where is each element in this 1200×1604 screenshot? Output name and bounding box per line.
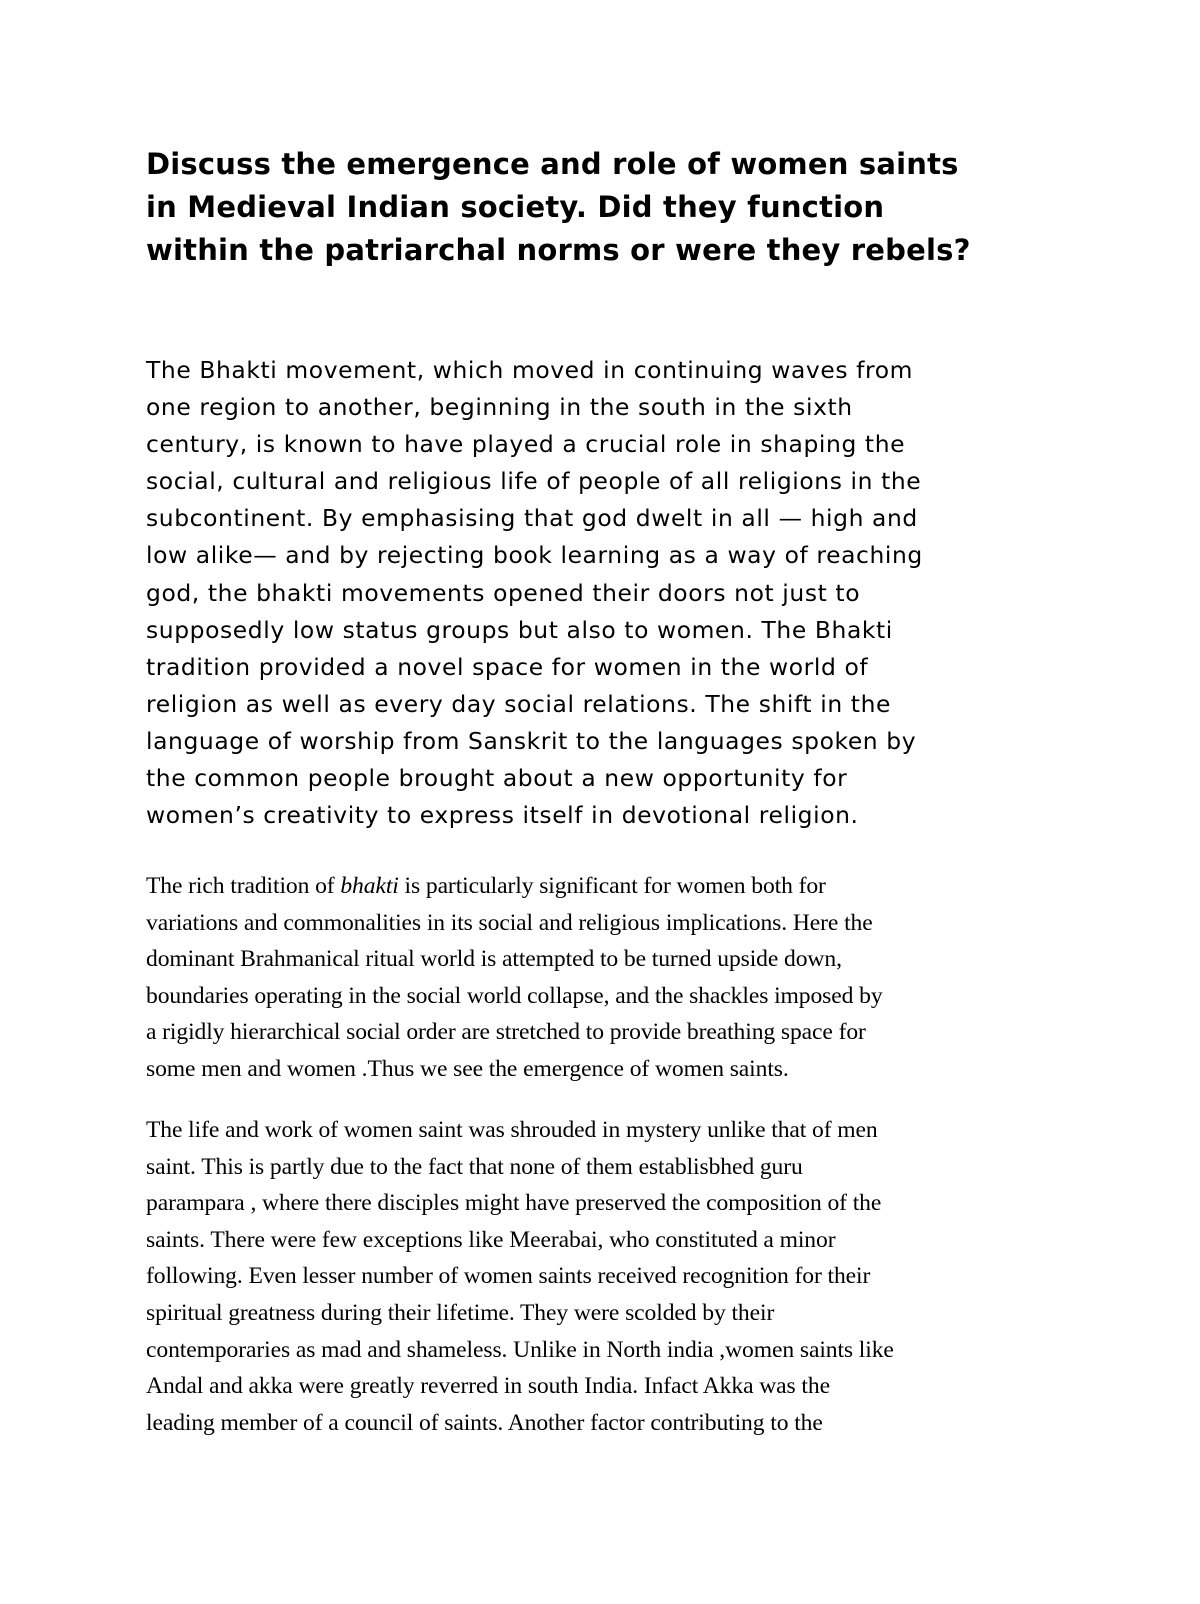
paragraph-line: low alike— and by rejecting book learning as a way of reaching bbox=[146, 541, 923, 570]
text-run: The rich tradition of bbox=[146, 873, 341, 899]
paragraph-line: god, the bhakti movements opened their doors not just to bbox=[146, 578, 861, 607]
paragraph-line: supposedly low status groups but also to women. The Bhakti bbox=[146, 615, 893, 644]
paragraph-line: social, cultural and religious life of people of all religions in the bbox=[146, 467, 922, 496]
paragraph-bhakti-movement bbox=[146, 352, 1036, 834]
paragraph-line: one region to another, beginning in the south in the sixth bbox=[146, 393, 853, 422]
paragraph-line: saint. This is partly due to the fact that none of them establisbhed guru bbox=[146, 1153, 803, 1180]
paragraph-line: The life and work of women saint was shrouded in mystery unlike that of men bbox=[146, 1117, 878, 1143]
paragraph-line: The Bhakti movement, which moved in continuing waves from bbox=[146, 356, 913, 384]
paragraph-line: a rigidly hierarchical social order are stretched to provide breathing space for bbox=[146, 1019, 866, 1046]
paragraph-line: the common people brought about a new opportunity for bbox=[146, 764, 848, 793]
paragraph-line bbox=[146, 868, 1046, 905]
document-title bbox=[146, 143, 1046, 272]
title-line: Discuss the emergence and role of women saints bbox=[146, 147, 959, 181]
paragraph-life-and-work bbox=[146, 1112, 1046, 1441]
paragraph-line: language of worship from Sanskrit to the languages spoken by bbox=[146, 726, 917, 755]
paragraph-line: dominant Brahmanical ritual world is attempted to be turned upside down, bbox=[146, 946, 842, 973]
paragraph-line: religion as well as every day social relations. The shift in the bbox=[146, 689, 891, 718]
paragraph-line: contemporaries as mad and shameless. Unlike in North india ,women saints like bbox=[146, 1336, 894, 1363]
paragraph-line: some men and women .Thus we see the emergence of women saints. bbox=[146, 1055, 789, 1082]
paragraph-line: spiritual greatness during their lifetime. They were scolded by their bbox=[146, 1299, 775, 1326]
paragraph-line: parampara , where there disciples might have preserved the composition of the bbox=[146, 1190, 882, 1217]
paragraph-line: saints. There were few exceptions like Meerabai, who constituted a minor bbox=[146, 1226, 836, 1253]
title-line: in Medieval Indian society. Did they function bbox=[146, 190, 885, 224]
paragraph-line: leading member of a council of saints. Another factor contributing to the bbox=[146, 1409, 823, 1436]
paragraph-line: variations and commonalities in its social and religious implications. Here the bbox=[146, 909, 873, 936]
paragraph-rich-tradition bbox=[146, 868, 1046, 1088]
text-run: is particularly significant for women both for bbox=[398, 873, 826, 899]
paragraph-line: Andal and akka were greatly reverred in south India. Infact Akka was the bbox=[146, 1373, 830, 1400]
paragraph-line: subcontinent. By emphasising that god dwelt in all — high and bbox=[146, 504, 918, 533]
paragraph-line: boundaries operating in the social world collapse, and the shackles imposed by bbox=[146, 982, 883, 1009]
italic-term: bhakti bbox=[340, 873, 399, 899]
paragraph-line: tradition provided a novel space for women in the world of bbox=[146, 652, 869, 681]
title-line: within the patriarchal norms or were they rebels? bbox=[146, 233, 971, 267]
paragraph-line: century, is known to have played a crucial role in shaping the bbox=[146, 430, 906, 459]
paragraph-line: following. Even lesser number of women saints received recognition for their bbox=[146, 1263, 871, 1290]
paragraph-line: women’s creativity to express itself in devotional religion. bbox=[146, 801, 859, 830]
